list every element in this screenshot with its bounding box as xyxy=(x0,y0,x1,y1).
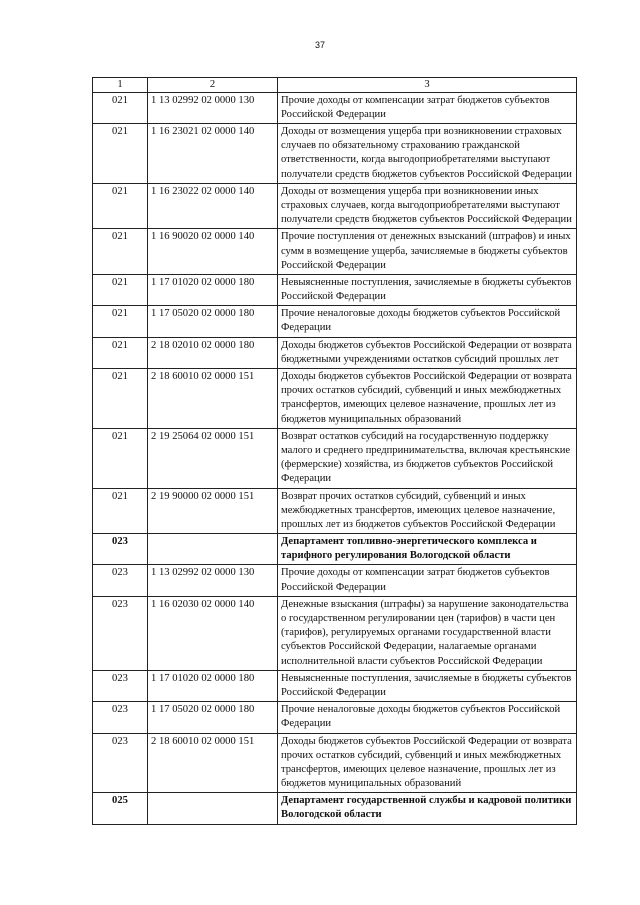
table-row xyxy=(93,229,577,275)
table-body xyxy=(93,78,577,825)
revenue-name-cell: Невыясненные поступления, зачисляемые в бюджеты субъектов Российской Федерации xyxy=(278,670,577,701)
table-row xyxy=(93,670,577,701)
table-row xyxy=(93,92,577,123)
admin-code-cell: 021 xyxy=(93,274,148,305)
table-row xyxy=(93,428,577,488)
revenue-name-cell: Прочие доходы от компенсации затрат бюджетов субъектов Российской Федерации xyxy=(278,565,577,596)
table-row xyxy=(93,565,577,596)
revenue-name-cell: Прочие неналоговые доходы бюджетов субъектов Российской Федерации xyxy=(278,702,577,733)
admin-code-cell: 023 xyxy=(93,733,148,793)
department-row xyxy=(93,793,577,824)
admin-code-cell: 023 xyxy=(93,565,148,596)
admin-code-cell: 021 xyxy=(93,124,148,184)
revenue-code-cell: 1 17 01020 02 0000 180 xyxy=(148,670,278,701)
revenue-code-cell: 1 13 02992 02 0000 130 xyxy=(148,565,278,596)
table-row xyxy=(93,733,577,793)
revenue-code-cell: 2 19 25064 02 0000 151 xyxy=(148,428,278,488)
revenue-code-cell xyxy=(148,793,278,824)
revenue-code-cell: 1 13 02992 02 0000 130 xyxy=(148,92,278,123)
admin-code-cell: 023 xyxy=(93,534,148,565)
revenue-code-cell: 2 19 90000 02 0000 151 xyxy=(148,488,278,534)
table-row xyxy=(93,488,577,534)
revenue-name-cell: Денежные взыскания (штрафы) за нарушение законодательства о государственном регулировании цен (тарифов) в части цен (тарифов), регулируемых органами государственной власти субъектов Российской Федерации, налагаемые органами исполнительной власти субъектов Российской Федерации xyxy=(278,596,577,670)
revenue-name-cell: Прочие поступления от денежных взысканий (штрафов) и иных сумм в возмещение ущерба, зачисляемые в бюджеты субъектов Российской Федерации xyxy=(278,229,577,275)
table-row xyxy=(93,369,577,429)
revenue-name-cell: Возврат остатков субсидий на государственную поддержку малого и среднего предпринимательства, включая крестьянские (фермерские) хозяйства, из бюджетов субъектов Российской Федерации xyxy=(278,428,577,488)
admin-code-cell: 023 xyxy=(93,670,148,701)
revenue-code-cell: 2 18 60010 02 0000 151 xyxy=(148,369,278,429)
table-header-row xyxy=(93,78,577,93)
page-number: 37 xyxy=(314,40,325,50)
table-row xyxy=(93,183,577,229)
table-row xyxy=(93,702,577,733)
admin-code-cell: 021 xyxy=(93,306,148,337)
admin-code-cell: 023 xyxy=(93,702,148,733)
header-col-2: 2 xyxy=(148,78,278,93)
revenue-name-cell: Доходы бюджетов субъектов Российской Федерации от возврата бюджетными учреждениями остатков субсидий прошлых лет xyxy=(278,337,577,368)
revenue-code-cell: 2 18 60010 02 0000 151 xyxy=(148,733,278,793)
revenue-code-cell: 1 16 23022 02 0000 140 xyxy=(148,183,278,229)
revenue-name-cell: Невыясненные поступления, зачисляемые в бюджеты субъектов Российской Федерации xyxy=(278,274,577,305)
admin-code-cell: 021 xyxy=(93,488,148,534)
admin-code-cell: 025 xyxy=(93,793,148,824)
revenue-code-cell: 1 16 02030 02 0000 140 xyxy=(148,596,278,670)
table-row xyxy=(93,274,577,305)
revenue-name-cell: Прочие неналоговые доходы бюджетов субъектов Российской Федерации xyxy=(278,306,577,337)
header-col-1: 1 xyxy=(93,78,148,93)
revenue-name-cell: Возврат прочих остатков субсидий, субвенций и иных межбюджетных трансфертов, имеющих целевое назначение, прошлых лет из бюджетов субъектов Российской Федерации xyxy=(278,488,577,534)
revenue-name-cell: Прочие доходы от компенсации затрат бюджетов субъектов Российской Федерации xyxy=(278,92,577,123)
revenue-code-cell: 1 17 05020 02 0000 180 xyxy=(148,306,278,337)
admin-code-cell: 023 xyxy=(93,596,148,670)
admin-code-cell: 021 xyxy=(93,369,148,429)
revenue-name-cell: Доходы от возмещения ущерба при возникновении иных страховых случаев, когда выгодоприобретателями выступают получатели средств бюджетов субъектов Российской Федерации xyxy=(278,183,577,229)
revenue-name-cell: Доходы бюджетов субъектов Российской Федерации от возврата прочих остатков субсидий, субвенций и иных межбюджетных трансфертов, имеющих целевое назначение, прошлых лет из бюджетов муниципальных образований xyxy=(278,369,577,429)
table-row xyxy=(93,124,577,184)
table-row xyxy=(93,337,577,368)
table-row xyxy=(93,596,577,670)
revenue-code-cell: 2 18 02010 02 0000 180 xyxy=(148,337,278,368)
revenue-name-cell: Доходы бюджетов субъектов Российской Федерации от возврата прочих остатков субсидий, субвенций и иных межбюджетных трансфертов, имеющих целевое назначение, прошлых лет из бюджетов муниципальных образований xyxy=(278,733,577,793)
revenue-code-cell: 1 17 05020 02 0000 180 xyxy=(148,702,278,733)
department-row xyxy=(93,534,577,565)
revenue-codes-table xyxy=(92,77,577,825)
admin-code-cell: 021 xyxy=(93,92,148,123)
header-col-3: 3 xyxy=(278,78,577,93)
revenue-code-cell: 1 16 90020 02 0000 140 xyxy=(148,229,278,275)
revenue-code-cell xyxy=(148,534,278,565)
revenue-code-cell: 1 17 01020 02 0000 180 xyxy=(148,274,278,305)
admin-code-cell: 021 xyxy=(93,337,148,368)
admin-code-cell: 021 xyxy=(93,428,148,488)
revenue-name-cell: Департамент государственной службы и кадровой политики Вологодской области xyxy=(278,793,577,824)
revenue-name-cell: Доходы от возмещения ущерба при возникновении страховых случаев по обязательному страхованию гражданской ответственности, когда выгодоприобретателями выступают получатели средств бюджетов субъектов Российской Федерации xyxy=(278,124,577,184)
revenue-name-cell: Департамент топливно-энергетического комплекса и тарифного регулирования Вологодской области xyxy=(278,534,577,565)
admin-code-cell: 021 xyxy=(93,229,148,275)
admin-code-cell: 021 xyxy=(93,183,148,229)
revenue-code-cell: 1 16 23021 02 0000 140 xyxy=(148,124,278,184)
table-row xyxy=(93,306,577,337)
